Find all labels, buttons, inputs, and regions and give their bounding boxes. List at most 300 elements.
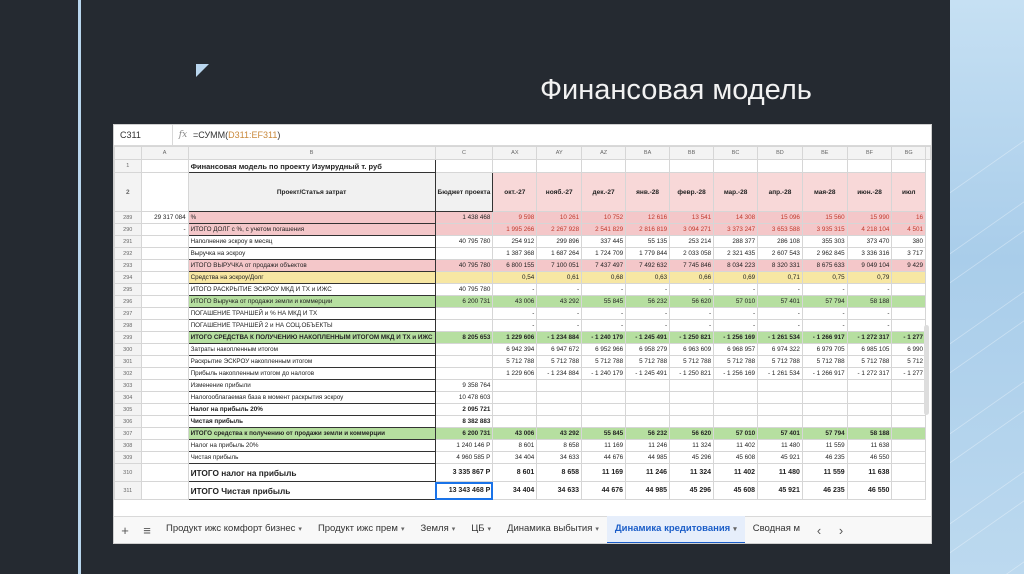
value-cell[interactable]: 4 501	[892, 224, 926, 236]
value-cell[interactable]: -	[758, 320, 803, 332]
budget-cell[interactable]: 6 200 731	[435, 428, 493, 440]
value-cell[interactable]: 6 985 105	[847, 344, 892, 356]
row-label-cell[interactable]: Средства на эскроу/Долг	[188, 272, 435, 284]
column-header[interactable]: AX	[493, 147, 537, 160]
value-cell[interactable]: 4 218 104	[847, 224, 892, 236]
value-cell[interactable]: 6 947 672	[537, 344, 582, 356]
value-cell[interactable]: 0,79	[847, 272, 892, 284]
value-cell[interactable]: 380	[892, 236, 926, 248]
cell[interactable]	[141, 332, 188, 344]
month-header-cell[interactable]: мая-28	[802, 173, 847, 212]
budget-cell[interactable]: 3 335 867 Р	[435, 464, 493, 482]
value-cell[interactable]: 46 550	[847, 482, 892, 500]
cell[interactable]	[141, 284, 188, 296]
value-cell[interactable]: 337 445	[582, 236, 626, 248]
value-cell[interactable]: - 1 245 491	[626, 332, 670, 344]
value-cell[interactable]: 3 094 271	[670, 224, 714, 236]
value-cell[interactable]	[892, 464, 926, 482]
row-number[interactable]: 297	[115, 308, 142, 320]
chevron-right-icon[interactable]: ›	[838, 522, 844, 538]
value-cell[interactable]: - 1 245 491	[626, 368, 670, 380]
value-cell[interactable]: - 1 277	[892, 368, 926, 380]
value-cell[interactable]: 5 712 788	[582, 356, 626, 368]
row-label-cell[interactable]: %	[188, 212, 435, 224]
chevron-left-icon[interactable]: ‹	[816, 522, 822, 538]
month-header-cell[interactable]: дек.-27	[582, 173, 626, 212]
value-cell[interactable]: 5 712 788	[537, 356, 582, 368]
value-cell[interactable]	[758, 404, 803, 416]
sheet-title-cell[interactable]: Финансовая модель по проекту Изумрудный т. руб	[188, 160, 435, 173]
value-cell[interactable]: 5 712 788	[670, 356, 714, 368]
value-cell[interactable]: 2 541 829	[582, 224, 626, 236]
value-cell[interactable]	[582, 380, 626, 392]
column-header[interactable]: C	[435, 147, 493, 160]
value-cell[interactable]: -	[847, 308, 892, 320]
cell[interactable]	[537, 160, 582, 173]
row-number[interactable]: 298	[115, 320, 142, 332]
cell[interactable]	[141, 356, 188, 368]
spreadsheet-grid[interactable]	[114, 146, 931, 500]
row-number[interactable]: 289	[115, 212, 142, 224]
value-cell[interactable]: 11 402	[714, 440, 758, 452]
value-cell[interactable]: 45 296	[670, 452, 714, 464]
value-cell[interactable]: - 1 234 884	[537, 332, 582, 344]
sheet-tab[interactable]	[158, 516, 310, 542]
value-cell[interactable]: 5 712 788	[714, 356, 758, 368]
cell[interactable]	[141, 416, 188, 428]
value-cell[interactable]: 57 794	[802, 428, 847, 440]
value-cell[interactable]	[537, 404, 582, 416]
value-cell[interactable]: 3 336 316	[847, 248, 892, 260]
value-cell[interactable]: 1 724 709	[582, 248, 626, 260]
value-cell[interactable]	[493, 392, 537, 404]
row-number[interactable]: 294	[115, 272, 142, 284]
row-number[interactable]: 303	[115, 380, 142, 392]
tab-dropdown-icon[interactable]: ▾	[595, 526, 599, 533]
value-cell[interactable]: 56 232	[626, 296, 670, 308]
budget-cell[interactable]: 6 200 731	[435, 296, 493, 308]
header-budget-cell[interactable]: Бюджет проекта	[435, 173, 493, 212]
cell[interactable]	[670, 160, 714, 173]
value-cell[interactable]	[892, 404, 926, 416]
value-cell[interactable]: 0,71	[758, 272, 803, 284]
cell[interactable]	[141, 260, 188, 272]
value-cell[interactable]: -	[714, 308, 758, 320]
column-header[interactable]: BF	[847, 147, 892, 160]
budget-cell[interactable]: 8 205 653	[435, 332, 493, 344]
value-cell[interactable]	[758, 392, 803, 404]
add-sheet-icon[interactable]: +	[121, 522, 129, 538]
value-cell[interactable]: 5 712 788	[847, 356, 892, 368]
row-label-cell[interactable]: Налог на прибыль 20%	[188, 440, 435, 452]
value-cell[interactable]: 11 480	[758, 464, 803, 482]
value-cell[interactable]	[802, 404, 847, 416]
budget-cell[interactable]	[435, 248, 493, 260]
sheet-tab[interactable]	[412, 516, 463, 542]
value-cell[interactable]: 56 620	[670, 296, 714, 308]
column-header[interactable]: BD	[758, 147, 803, 160]
value-cell[interactable]: 7 745 846	[670, 260, 714, 272]
value-cell[interactable]: -	[493, 284, 537, 296]
all-sheets-menu-icon[interactable]: ≡	[143, 522, 151, 538]
row-label-cell[interactable]: Изменение прибыли	[188, 380, 435, 392]
row-number[interactable]: 301	[115, 356, 142, 368]
row-number[interactable]: 292	[115, 248, 142, 260]
value-cell[interactable]: 3 653 588	[758, 224, 803, 236]
month-header-cell[interactable]: июн.-28	[847, 173, 892, 212]
value-cell[interactable]: - 1 272 317	[847, 368, 892, 380]
cell[interactable]	[892, 160, 926, 173]
value-cell[interactable]: 11 246	[626, 464, 670, 482]
row-label-cell[interactable]: Затраты накопленным итогом	[188, 344, 435, 356]
value-cell[interactable]: -	[626, 308, 670, 320]
budget-cell[interactable]	[435, 368, 493, 380]
value-cell[interactable]: 5 712 788	[758, 356, 803, 368]
row-label-cell[interactable]: Выручка на эскроу	[188, 248, 435, 260]
row-number[interactable]: 300	[115, 344, 142, 356]
value-cell[interactable]: 11 480	[758, 440, 803, 452]
sheet-tab[interactable]	[499, 516, 607, 542]
value-cell[interactable]: 45 921	[758, 452, 803, 464]
value-cell[interactable]	[802, 392, 847, 404]
row-label-cell[interactable]: ИТОГО Выручка от продажи земли и коммерции	[188, 296, 435, 308]
value-cell[interactable]: 16	[892, 212, 926, 224]
value-cell[interactable]: 0,75	[802, 272, 847, 284]
value-cell[interactable]	[892, 416, 926, 428]
value-cell[interactable]: -	[493, 320, 537, 332]
budget-cell[interactable]: 2 095 721	[435, 404, 493, 416]
cell[interactable]	[141, 464, 188, 482]
row-label-cell[interactable]: ИТОГО СРЕДСТВА К ПОЛУЧЕНИЮ НАКОПЛЕННЫМ ИТОГОМ МКД И ТХ и ИЖС	[188, 332, 435, 344]
row-number[interactable]: 306	[115, 416, 142, 428]
value-cell[interactable]: 0,61	[537, 272, 582, 284]
value-cell[interactable]: 5 712 788	[802, 356, 847, 368]
cell[interactable]	[626, 160, 670, 173]
value-cell[interactable]: 6 963 609	[670, 344, 714, 356]
value-cell[interactable]	[847, 380, 892, 392]
value-cell[interactable]	[670, 404, 714, 416]
row-label-cell[interactable]: ПОГАШЕНИЕ ТРАНШЕЙ 2 и НА СОЦ.ОБЪЕКТЫ	[188, 320, 435, 332]
value-cell[interactable]: 58 188	[847, 428, 892, 440]
budget-cell[interactable]	[435, 320, 493, 332]
value-cell[interactable]: 10 261	[537, 212, 582, 224]
value-cell[interactable]: 0,63	[626, 272, 670, 284]
cell[interactable]	[141, 392, 188, 404]
value-cell[interactable]: 3 373 247	[714, 224, 758, 236]
value-cell[interactable]: - 1 240 179	[582, 332, 626, 344]
value-cell[interactable]: 43 006	[493, 428, 537, 440]
value-cell[interactable]	[670, 416, 714, 428]
value-cell[interactable]: 11 559	[802, 464, 847, 482]
value-cell[interactable]: -	[802, 284, 847, 296]
value-cell[interactable]: -	[670, 320, 714, 332]
value-cell[interactable]: 34 633	[537, 452, 582, 464]
budget-cell[interactable]: 4 960 585 Р	[435, 452, 493, 464]
column-header[interactable]: BC	[714, 147, 758, 160]
value-cell[interactable]: 8 658	[537, 464, 582, 482]
value-cell[interactable]	[892, 428, 926, 440]
value-cell[interactable]: 57 401	[758, 296, 803, 308]
value-cell[interactable]: 355 303	[802, 236, 847, 248]
value-cell[interactable]: -	[714, 320, 758, 332]
select-all-corner[interactable]	[115, 147, 142, 160]
value-cell[interactable]	[537, 416, 582, 428]
month-header-cell[interactable]: окт.-27	[493, 173, 537, 212]
value-cell[interactable]: 286 108	[758, 236, 803, 248]
value-cell[interactable]: 8 034 223	[714, 260, 758, 272]
cell[interactable]	[847, 160, 892, 173]
value-cell[interactable]: 3 935 315	[802, 224, 847, 236]
row-number[interactable]: 295	[115, 284, 142, 296]
value-cell[interactable]: 1 229 606	[493, 332, 537, 344]
value-cell[interactable]: 55 845	[582, 296, 626, 308]
value-cell[interactable]: 11 169	[582, 440, 626, 452]
cell[interactable]	[141, 368, 188, 380]
value-cell[interactable]: 0,68	[582, 272, 626, 284]
sheet-tab[interactable]	[463, 516, 499, 542]
budget-cell[interactable]: 40 795 780	[435, 284, 493, 296]
value-cell[interactable]	[802, 380, 847, 392]
budget-cell[interactable]: 40 795 780	[435, 260, 493, 272]
value-cell[interactable]: 1 229 606	[493, 368, 537, 380]
budget-cell[interactable]: 10 478 603	[435, 392, 493, 404]
value-cell[interactable]: -	[847, 284, 892, 296]
value-cell[interactable]	[714, 416, 758, 428]
value-cell[interactable]	[537, 380, 582, 392]
cell[interactable]	[141, 344, 188, 356]
value-cell[interactable]	[892, 482, 926, 500]
column-header[interactable]: A	[141, 147, 188, 160]
budget-cell[interactable]: 1 438 468	[435, 212, 493, 224]
cell[interactable]	[141, 160, 188, 173]
row-label-cell[interactable]: ИТОГО налог на прибыль	[188, 464, 435, 482]
cell[interactable]	[758, 160, 803, 173]
value-cell[interactable]	[802, 416, 847, 428]
value-cell[interactable]	[892, 392, 926, 404]
tab-dropdown-icon[interactable]: ▾	[733, 526, 737, 533]
month-header-cell[interactable]: апр.-28	[758, 173, 803, 212]
value-cell[interactable]: 0,66	[670, 272, 714, 284]
value-cell[interactable]	[493, 404, 537, 416]
value-cell[interactable]: 10 752	[582, 212, 626, 224]
value-cell[interactable]: - 1 272 317	[847, 332, 892, 344]
row-label-cell[interactable]: Наполнение эскроу в месяц	[188, 236, 435, 248]
tab-dropdown-icon[interactable]: ▾	[487, 526, 492, 533]
month-header-cell[interactable]: мар.-28	[714, 173, 758, 212]
value-cell[interactable]: 2 816 819	[626, 224, 670, 236]
budget-cell[interactable]	[435, 272, 493, 284]
budget-cell[interactable]	[435, 344, 493, 356]
cell[interactable]	[141, 296, 188, 308]
cell[interactable]	[141, 248, 188, 260]
value-cell[interactable]: 6 942 394	[493, 344, 537, 356]
value-cell[interactable]: 56 620	[670, 428, 714, 440]
cell[interactable]	[714, 160, 758, 173]
value-cell[interactable]: 57 794	[802, 296, 847, 308]
value-cell[interactable]	[493, 416, 537, 428]
value-cell[interactable]: 1 387 368	[493, 248, 537, 260]
tab-dropdown-icon[interactable]: ▾	[298, 526, 302, 533]
value-cell[interactable]: - 1 240 179	[582, 368, 626, 380]
value-cell[interactable]: 34 404	[493, 452, 537, 464]
row-number[interactable]: 302	[115, 368, 142, 380]
value-cell[interactable]: 11 402	[714, 464, 758, 482]
row-number[interactable]: 291	[115, 236, 142, 248]
value-cell[interactable]	[892, 284, 926, 296]
value-cell[interactable]: 6 952 966	[582, 344, 626, 356]
column-header[interactable]: B	[188, 147, 435, 160]
row-number[interactable]: 2	[115, 173, 142, 212]
value-cell[interactable]: - 1 250 821	[670, 368, 714, 380]
value-cell[interactable]: -	[493, 308, 537, 320]
header-label-cell[interactable]: Проект/Статья затрат	[188, 173, 435, 212]
cell[interactable]	[141, 452, 188, 464]
value-cell[interactable]: 3 717	[892, 248, 926, 260]
value-cell[interactable]: 2 607 543	[758, 248, 803, 260]
cell[interactable]: -	[141, 224, 188, 236]
sheet-tab[interactable]	[310, 516, 413, 542]
value-cell[interactable]: 45 296	[670, 482, 714, 500]
value-cell[interactable]	[758, 380, 803, 392]
sheet-tab[interactable]	[745, 516, 808, 542]
value-cell[interactable]: 56 232	[626, 428, 670, 440]
value-cell[interactable]: 8 675 633	[802, 260, 847, 272]
row-number[interactable]: 307	[115, 428, 142, 440]
value-cell[interactable]: 1 779 844	[626, 248, 670, 260]
value-cell[interactable]	[892, 380, 926, 392]
row-label-cell[interactable]: Прибыль накопленным итогом до налогов	[188, 368, 435, 380]
value-cell[interactable]: - 1 250 821	[670, 332, 714, 344]
value-cell[interactable]: 8 658	[537, 440, 582, 452]
value-cell[interactable]	[582, 392, 626, 404]
value-cell[interactable]: 44 676	[582, 482, 626, 500]
value-cell[interactable]: - 1 234 884	[537, 368, 582, 380]
value-cell[interactable]: 253 214	[670, 236, 714, 248]
value-cell[interactable]: - 1 261 534	[758, 332, 803, 344]
value-cell[interactable]	[670, 380, 714, 392]
value-cell[interactable]: 254 912	[493, 236, 537, 248]
value-cell[interactable]	[582, 416, 626, 428]
month-header-cell[interactable]: янв.-28	[626, 173, 670, 212]
value-cell[interactable]	[626, 392, 670, 404]
value-cell[interactable]: 288 377	[714, 236, 758, 248]
cell[interactable]	[141, 308, 188, 320]
column-header[interactable]: AZ	[582, 147, 626, 160]
value-cell[interactable]: - 1 266 917	[802, 368, 847, 380]
value-cell[interactable]	[847, 416, 892, 428]
formula-input[interactable]: =СУММ(D311:EF311)	[193, 130, 281, 140]
value-cell[interactable]: - 1 266 917	[802, 332, 847, 344]
value-cell[interactable]	[892, 440, 926, 452]
budget-cell[interactable]: 13 343 468 Р	[435, 482, 493, 500]
value-cell[interactable]: 8 601	[493, 440, 537, 452]
value-cell[interactable]: 43 006	[493, 296, 537, 308]
cell[interactable]	[141, 482, 188, 500]
value-cell[interactable]: -	[802, 320, 847, 332]
value-cell[interactable]: 299 896	[537, 236, 582, 248]
cell[interactable]	[802, 160, 847, 173]
value-cell[interactable]: 6 990	[892, 344, 926, 356]
budget-cell[interactable]: 8 382 883	[435, 416, 493, 428]
value-cell[interactable]: 9 598	[493, 212, 537, 224]
column-header[interactable]: BB	[670, 147, 714, 160]
value-cell[interactable]	[714, 404, 758, 416]
month-header-cell[interactable]: февр.-28	[670, 173, 714, 212]
value-cell[interactable]: 14 308	[714, 212, 758, 224]
budget-cell[interactable]	[435, 308, 493, 320]
value-cell[interactable]: 8 601	[493, 464, 537, 482]
tab-dropdown-icon[interactable]: ▾	[451, 526, 456, 533]
budget-cell[interactable]	[435, 224, 493, 236]
cell[interactable]	[141, 440, 188, 452]
value-cell[interactable]: 55 845	[582, 428, 626, 440]
value-cell[interactable]: 7 492 632	[626, 260, 670, 272]
row-label-cell[interactable]: ИТОГО Чистая прибыль	[188, 482, 435, 500]
value-cell[interactable]: 43 292	[537, 296, 582, 308]
month-header-cell[interactable]: нояб.-27	[537, 173, 582, 212]
row-number[interactable]: 304	[115, 392, 142, 404]
value-cell[interactable]	[847, 404, 892, 416]
cell[interactable]	[493, 160, 537, 173]
value-cell[interactable]	[892, 452, 926, 464]
value-cell[interactable]: 46 235	[802, 482, 847, 500]
value-cell[interactable]: - 1 256 169	[714, 332, 758, 344]
value-cell[interactable]	[892, 320, 926, 332]
value-cell[interactable]: 11 559	[802, 440, 847, 452]
value-cell[interactable]: 45 608	[714, 452, 758, 464]
value-cell[interactable]: 1 687 264	[537, 248, 582, 260]
value-cell[interactable]: 5 712	[892, 356, 926, 368]
value-cell[interactable]: 44 676	[582, 452, 626, 464]
row-label-cell[interactable]: ИТОГО ВЫРУЧКА от продажи объектов	[188, 260, 435, 272]
value-cell[interactable]: 11 638	[847, 440, 892, 452]
value-cell[interactable]: 5 712 788	[626, 356, 670, 368]
column-header[interactable]: AY	[537, 147, 582, 160]
value-cell[interactable]: 373 470	[847, 236, 892, 248]
value-cell[interactable]: 43 292	[537, 428, 582, 440]
name-box[interactable]: C311	[114, 125, 173, 145]
row-label-cell[interactable]: Налогооблагаемая база в момент раскрытия эскроу	[188, 392, 435, 404]
value-cell[interactable]: - 1 261 534	[758, 368, 803, 380]
column-header[interactable]: BE	[802, 147, 847, 160]
value-cell[interactable]	[714, 380, 758, 392]
value-cell[interactable]: 57 401	[758, 428, 803, 440]
value-cell[interactable]: 46 235	[802, 452, 847, 464]
row-number[interactable]: 296	[115, 296, 142, 308]
value-cell[interactable]: 9 429	[892, 260, 926, 272]
cell[interactable]	[435, 160, 493, 173]
value-cell[interactable]: 0,54	[493, 272, 537, 284]
value-cell[interactable]: 2 033 058	[670, 248, 714, 260]
value-cell[interactable]: 11 638	[847, 464, 892, 482]
value-cell[interactable]: -	[847, 320, 892, 332]
value-cell[interactable]	[670, 392, 714, 404]
row-number[interactable]: 305	[115, 404, 142, 416]
budget-cell[interactable]: 40 795 780	[435, 236, 493, 248]
value-cell[interactable]: 7 100 051	[537, 260, 582, 272]
value-cell[interactable]: 15 990	[847, 212, 892, 224]
value-cell[interactable]	[892, 272, 926, 284]
value-cell[interactable]: 6 800 155	[493, 260, 537, 272]
cell[interactable]	[141, 173, 188, 212]
value-cell[interactable]	[714, 392, 758, 404]
value-cell[interactable]: 15 560	[802, 212, 847, 224]
value-cell[interactable]: -	[537, 308, 582, 320]
cell[interactable]	[141, 236, 188, 248]
value-cell[interactable]: 12 616	[626, 212, 670, 224]
value-cell[interactable]: 11 246	[626, 440, 670, 452]
value-cell[interactable]: -	[582, 320, 626, 332]
